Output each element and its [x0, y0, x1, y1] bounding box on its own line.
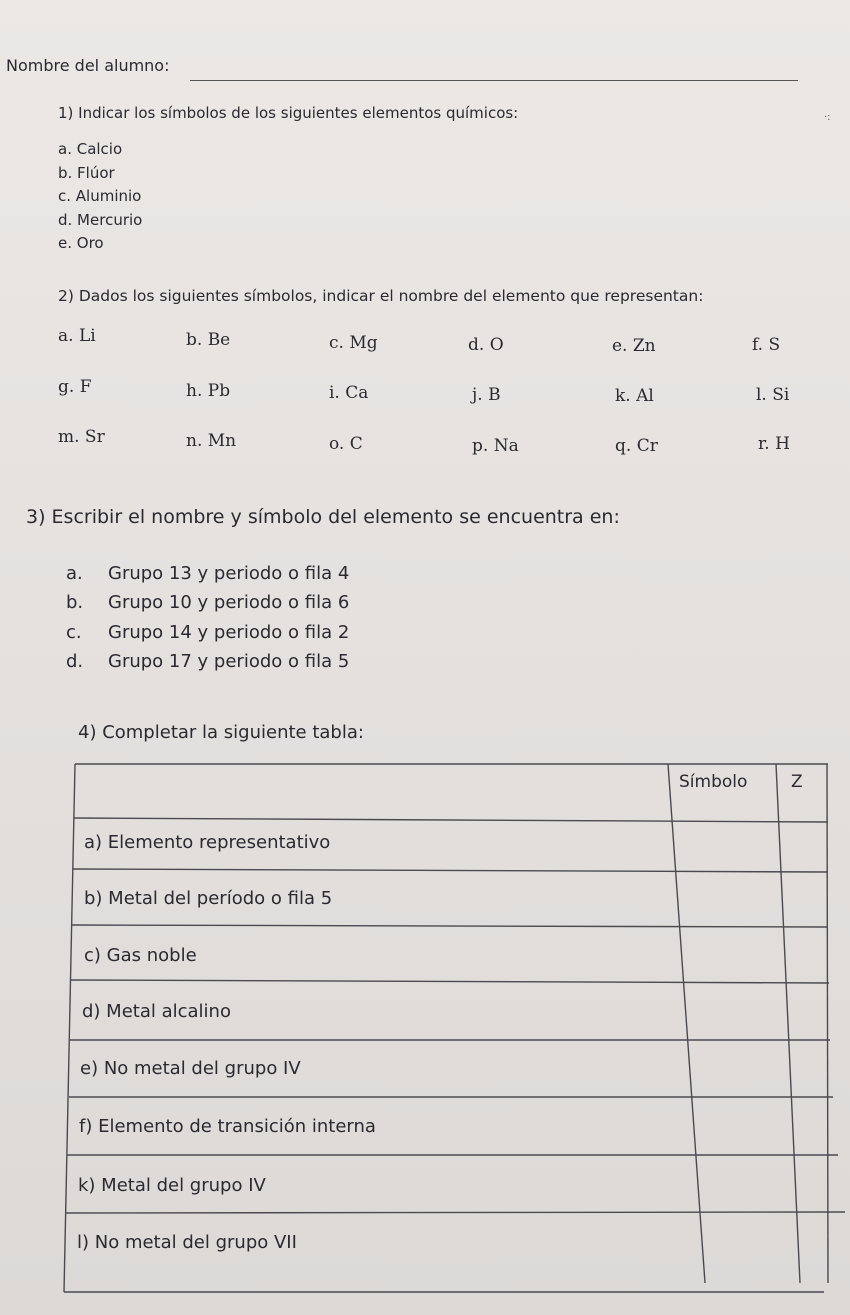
q3-item-letter: a.: [66, 563, 83, 584]
q2-symbol: d. O: [468, 335, 504, 355]
paper-speck: ·:: [824, 112, 831, 123]
q2-symbol: p. Na: [472, 436, 519, 456]
table-row-line: [71, 980, 829, 983]
table-col-line: [776, 764, 800, 1283]
table-col-line: [827, 764, 828, 1283]
q2-symbol: m. Sr: [58, 427, 105, 447]
q3-item-text: Grupo 13 y periodo o fila 4: [108, 563, 350, 584]
q2-symbol: f. S: [752, 335, 781, 355]
table-row-line: [74, 818, 828, 822]
q2-title: 2) Dados los siguientes símbolos, indicar el nombre del elemento que representan:: [58, 287, 704, 305]
q2-symbol: e. Zn: [612, 336, 656, 356]
q3-item-letter: d.: [66, 650, 84, 672]
q3-item-text: Grupo 10 y periodo o fila 6: [108, 592, 350, 614]
q2-symbol: j. B: [472, 385, 501, 405]
q2-symbol: q. Cr: [615, 436, 658, 456]
table-header-simbolo: Símbolo: [679, 772, 748, 792]
table-row-label: d) Metal alcalino: [82, 1001, 231, 1022]
table-row-label: a) Elemento representativo: [84, 832, 331, 853]
table-row-line: [73, 869, 828, 872]
q2-symbol: a. Li: [58, 326, 96, 346]
q2-symbol: o. C: [329, 434, 363, 454]
q3-item-text: Grupo 17 y periodo o fila 5: [108, 650, 350, 672]
q3-title: 3) Escribir el nombre y símbolo del elemento se encuentra en:: [26, 506, 620, 528]
q1-item: d. Mercurio: [58, 210, 143, 229]
q3-item-text: Grupo 14 y periodo o fila 2: [108, 621, 350, 643]
table-row-label: e) No metal del grupo IV: [80, 1058, 301, 1079]
table-row-label: l) No metal del grupo VII: [77, 1232, 297, 1253]
table-row-line: [66, 1212, 845, 1213]
q2-symbol: i. Ca: [329, 383, 369, 403]
q2-symbol: c. Mg: [329, 333, 378, 353]
q4-title: 4) Completar la siguiente tabla:: [78, 722, 364, 743]
table-row-label: c) Gas noble: [84, 945, 197, 966]
table-row-label: f) Elemento de transición interna: [79, 1116, 376, 1137]
q1-item: b. Flúor: [58, 163, 115, 182]
table-row-label: k) Metal del grupo IV: [78, 1175, 266, 1196]
table-col-line: [668, 764, 705, 1283]
table-header-z: Z: [791, 772, 803, 792]
q2-symbol: b. Be: [186, 330, 231, 350]
q2-symbol: r. H: [758, 434, 790, 454]
q2-symbol: g. F: [58, 377, 92, 397]
q2-symbol: k. Al: [615, 386, 654, 406]
q3-item-letter: c.: [66, 621, 82, 643]
q1-item: e. Oro: [58, 234, 104, 252]
student-name-label: Nombre del alumno:: [6, 56, 170, 75]
q2-symbol: h. Pb: [186, 381, 231, 401]
table-row-line: [72, 925, 828, 927]
q1-item: a. Calcio: [58, 140, 123, 158]
q2-symbol: n. Mn: [186, 431, 237, 451]
q2-symbol: l. Si: [756, 385, 790, 405]
table-row-label: b) Metal del período o fila 5: [84, 888, 333, 909]
q3-item-letter: b.: [66, 592, 84, 614]
q1-item: c. Aluminio: [58, 187, 142, 205]
q1-title: 1) Indicar los símbolos de los siguientes elementos químicos:: [58, 104, 519, 122]
